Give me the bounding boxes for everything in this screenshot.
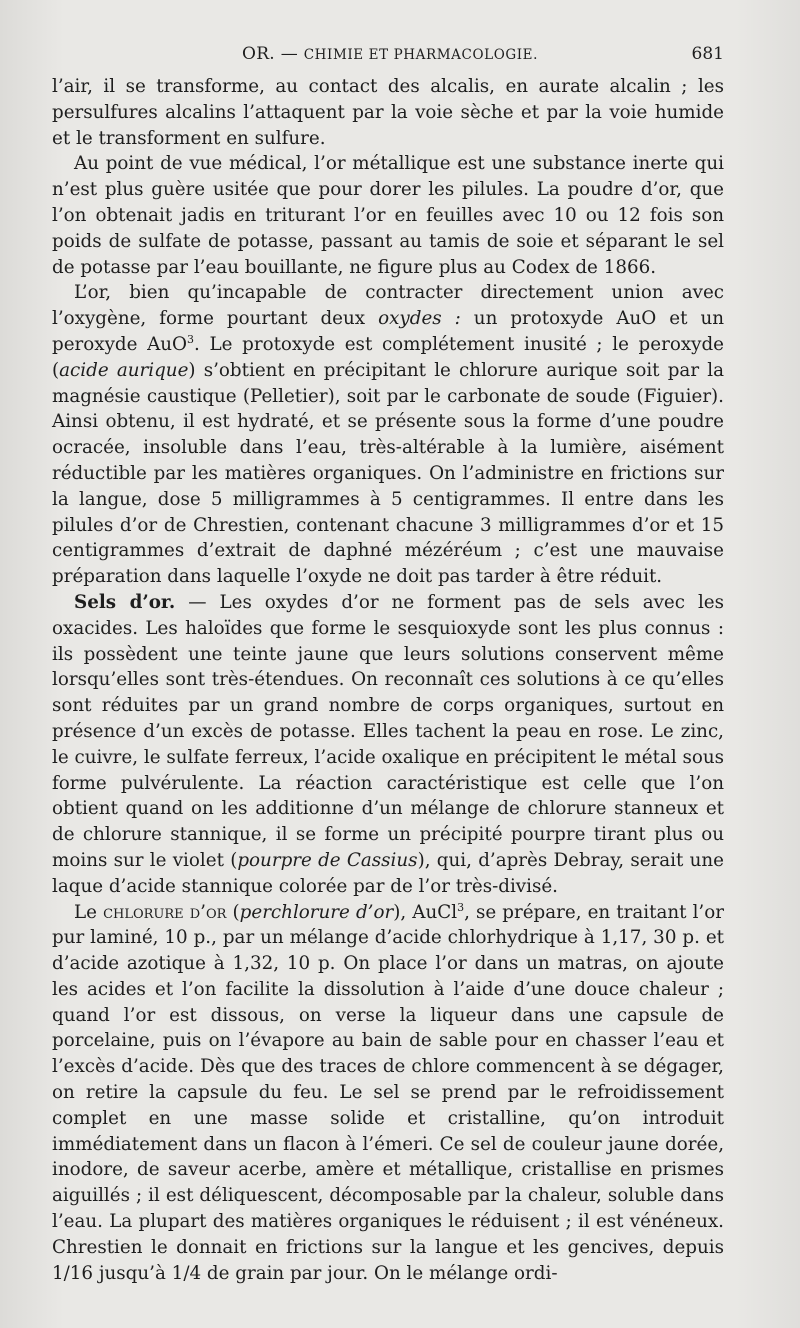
paragraph-medical-use: Au point de vue médical, l’or métallique est une substance inerte qui n’est plus guère usitée que pour dorer les pilules. La poudre d’or, que l’on obtenait jadis en triturant l’or en feuilles avec 10 ou 12 fois son poids de sulfate de potasse, passant au tamis de soie et séparant le sel de potasse par l’eau bouillante, ne figure plus au Codex de 1866. [52, 153, 724, 278]
paragraph-gold-salts [52, 590, 724, 900]
section-heading-sels-dor: Sels d’or. [74, 591, 176, 613]
running-title-section: CHIMIE ET PHARMACOLOGIE. [303, 47, 539, 63]
italic-term-oxydes: oxydes : [378, 308, 461, 330]
running-title [52, 44, 728, 64]
text-run: ( [226, 901, 240, 923]
paragraph-continuation: l’air, il se transforme, au contact des alcalis, en aurate alcalin ; les persulfures alcalins l’attaquent par la voie sèche et par la voie humide et le transforment en sulfure. [52, 76, 724, 149]
running-title-prefix: OR. — [241, 44, 304, 64]
italic-term-perchlorure-dor: perchlorure d’or [239, 901, 394, 923]
text-run: un protoxyde AuO et un peroxyde AuO [52, 308, 724, 355]
text-run: Le [74, 901, 104, 923]
body-text [52, 74, 724, 1286]
subscript-3: 3 [457, 900, 465, 914]
text-run: . Le protoxyde est complétement inusité ; le peroxyde ( [52, 333, 724, 381]
text-run: ) s’obtient en précipitant le chlorure aurique soit par la magnésie caustique (Pelletier), soit par le carbonate de soude (Figuier). Ainsi obtenu, il est hydraté, et se présente sous la forme d’une poudre ocracée, insoluble dans l’eau, très-altérable à la lumière, aisément réductible par les matières organiques. On l’administre en frictions sur la langue, dose 5 milligrammes à 5 centigrammes. Il entre dans les pilules d’or de Chrestien, contenant chacune 3 milligrammes d’or et 15 centigrammes d’extrait de daphné mézéréum ; c’est une mauvaise préparation dans laquelle l’oxyde ne doit pas tarder à être réduit. [52, 359, 724, 588]
text-run: — Les oxydes d’or ne forment pas de sels avec les oxacides. Les haloïdes que forme le sesquioxyde sont les plus connus : ils possèdent une teinte jaune que leurs solutions conservent même lorsqu’elles sont très-étendues. On reconnaît ces solutions à ce qu’elles sont réduites par un grand nombre de corps organiques, surtout en présence d’un excès de potasse. Elles tachent la peau en rose. Le zinc, le cuivre, le sulfate ferreux, l’acide oxalique en précipitent le métal sous forme pulvérulente. La réaction caractéristique est celle que l’on obtient quand on les additionne d’un mélange de chlorure stanneux et de chlorure stannique, il se forme un précipité pourpre tirant plus ou moins sur le violet ( [52, 591, 725, 871]
paragraph-gold-chloride [52, 900, 724, 1287]
text-run: L’or, bien qu’incapable de contracter directement union avec l’oxygène, forme pourtant deux [52, 282, 724, 330]
subscript-3: 3 [187, 332, 195, 346]
paragraph-oxides [52, 280, 724, 590]
page-number: 681 [691, 44, 724, 64]
italic-term-pourpre-de-cassius: pourpre de Cassius [237, 849, 418, 871]
text-run: , se prépare, en traitant l’or pur laminé, 10 p., par un mélange d’acide chlorhydrique à 1,17, 30 p. et d’acide azotique à 1,32, 10 p. On place l’or dans un matras, on ajoute les acides et l’on facilite la dissolution à l’aide d’une douce chaleur ; quand l’or est dissous, on verse la liqueur dans une capsule de porcelaine, puis on l’évapore au bain de sable pour en chasser l’eau et l’excès d’acide. Dès que des traces de chlore commencent à se dégager, on retire la capsule du feu. Le sel se prend par le refroidissement complet en une masse solide et cristalline, qu’on introduit immédiatement dans un flacon à l’émeri. Ce sel de couleur jaune dorée, inodore, de saveur acerbe, amère et métallique, cristallise en prismes aiguillés ; il est déliquescent, décomposable par la chaleur, soluble dans l’eau. La plupart des matières organiques le réduisent ; il est vénéneux. Chrestien le donnait en frictions sur la langue et les gencives, depuis 1/16 jusqu’à 1/4 de grain par jour. On le mélange ordi- [52, 901, 724, 1284]
text-run: ), qui, d’après Debray, serait une laque d’acide stannique colorée par de l’or très-divisé. [52, 849, 724, 897]
small-caps-term-chlorure-dor: chlorure d’or [103, 901, 227, 923]
italic-term-acide-aurique: acide aurique [59, 359, 189, 381]
text-run: ), AuCl [393, 901, 458, 923]
running-header [52, 44, 728, 70]
